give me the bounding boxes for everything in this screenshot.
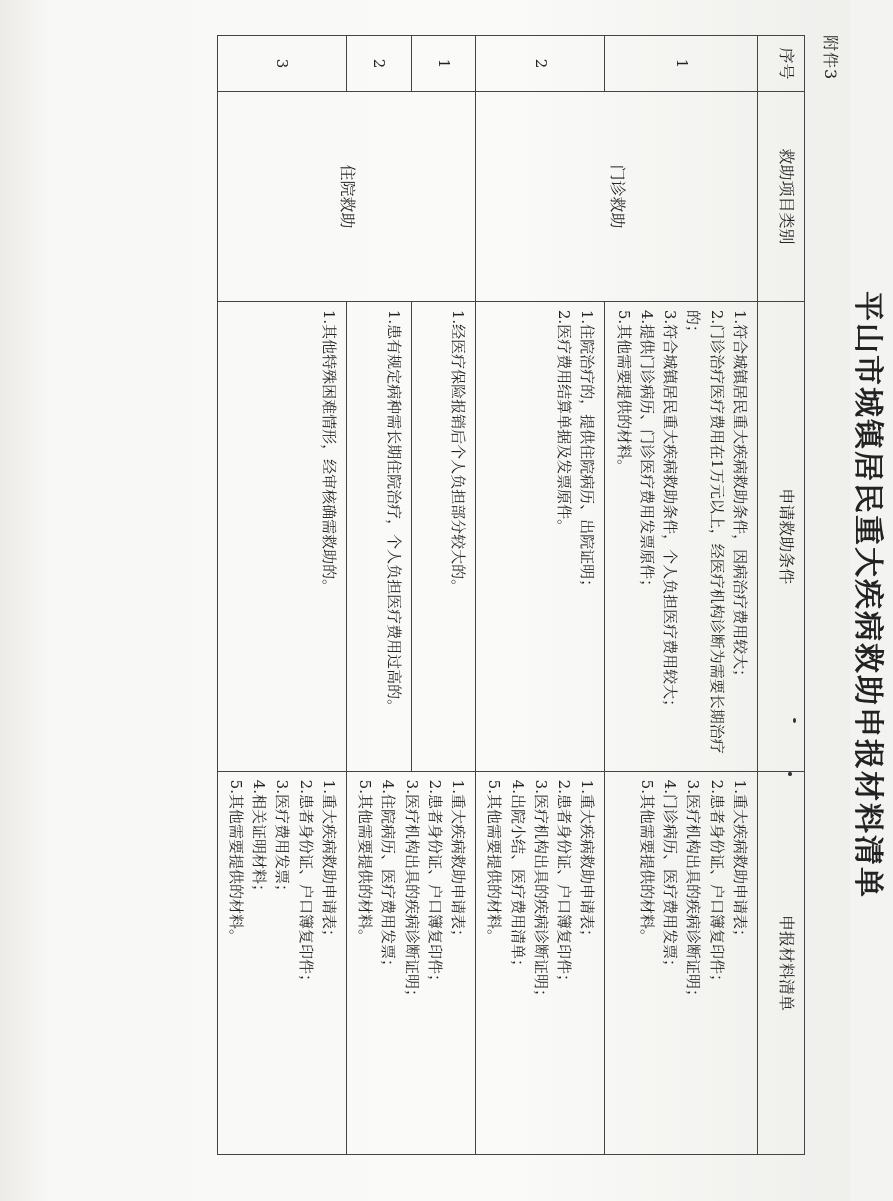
header-materials: 申报材料清单 (758, 771, 805, 1154)
material-line: 5.其他需要提供的材料。 (638, 779, 656, 944)
material-line: 3.医疗费用发票； (273, 779, 292, 899)
row-conditions (605, 301, 758, 771)
document-title: 平山市城镇居民重大疾病救助申报材料清单 (850, 291, 885, 899)
row-number: 2 (476, 36, 605, 92)
materials-table (217, 35, 805, 1155)
condition-line: 1.患有规定病种需长期住院治疗，个人负担医疗费用过高的。 (384, 309, 403, 715)
table-header-row (758, 36, 805, 1155)
row-conditions (217, 301, 346, 771)
condition-line: 1.其他特殊困难情形，经审核确需救助的。 (320, 309, 338, 595)
row-conditions (411, 301, 476, 771)
header-number: 序号 (758, 36, 805, 92)
condition-line: 5.其他需要提供的材料。 (614, 309, 633, 475)
material-line: 4.出院小结、医疗费用清单； (508, 779, 527, 974)
material-line: 2.患者身份证、户口簿复印件； (707, 779, 726, 989)
row-number: 3 (217, 36, 346, 92)
condition-line: 1.住院治疗的，提供住院病历、出院证明； (578, 309, 597, 595)
row-number: 1 (411, 36, 476, 92)
material-line: 4.门诊病历、医疗费用发票； (661, 779, 680, 974)
material-line: 1.重大疾病救助申请表； (320, 779, 338, 944)
table-row (605, 36, 758, 1155)
row-conditions (476, 301, 605, 771)
condition-line: 4.提供门诊病历、门诊医疗费用发票原件； (638, 309, 656, 595)
row-materials (605, 771, 758, 1154)
row-number: 2 (347, 36, 412, 92)
row-materials (347, 771, 476, 1154)
material-line: 4.相关证明材料； (250, 779, 269, 899)
rotated-document (75, 35, 885, 1155)
material-line: 5.其他需要提供的材料。 (356, 779, 375, 944)
material-line: 4.住院病历、医疗费用发票； (379, 779, 398, 974)
material-line: 2.患者身份证、户口簿复印件； (555, 779, 574, 989)
material-line: 3.医疗机构出具的疾病诊断证明； (532, 779, 550, 1004)
material-line: 3.医疗机构出具的疾病诊断证明； (684, 779, 703, 1004)
condition-line: 2.医疗费用结算单据及发票原件。 (555, 309, 574, 535)
row-conditions (347, 301, 412, 771)
material-line: 5.其他需要提供的材料。 (227, 779, 245, 944)
condition-line: 1.符合城镇居民重大疾病救助条件，因病治疗费用较大； (731, 309, 749, 685)
material-line: 1.重大疾病救助申请表； (449, 779, 468, 944)
header-conditions: 申请救助条件 (758, 301, 805, 771)
row-category: 住院救助 (217, 92, 476, 302)
condition-line: 2.门诊治疗医疗费用在1万元以上，经医疗机构诊断为需要长期治疗的； (684, 309, 726, 754)
material-line: 1.重大疾病救助申请表； (578, 779, 597, 944)
material-line: 5.其他需要提供的材料。 (485, 779, 504, 944)
material-line: 2.患者身份证、户口簿复印件； (426, 779, 444, 989)
condition-line: 1.经医疗保险报销后个人负担部分较大的。 (449, 309, 468, 595)
row-materials (217, 771, 346, 1154)
row-materials (476, 771, 605, 1154)
attachment-label: 附件3 (821, 35, 840, 81)
table-row (411, 36, 476, 1155)
row-number: 1 (605, 36, 758, 92)
header-category: 救助项目类别 (758, 92, 805, 302)
row-category: 门诊救助 (476, 92, 758, 302)
material-line: 1.重大疾病救助申请表； (731, 779, 749, 944)
condition-line: 3.符合城镇居民重大疾病救助条件，个人负担医疗费用较大； (661, 309, 680, 715)
material-line: 3.医疗机构出具的疾病诊断证明； (402, 779, 421, 1004)
material-line: 2.患者身份证、户口簿复印件； (296, 779, 315, 989)
